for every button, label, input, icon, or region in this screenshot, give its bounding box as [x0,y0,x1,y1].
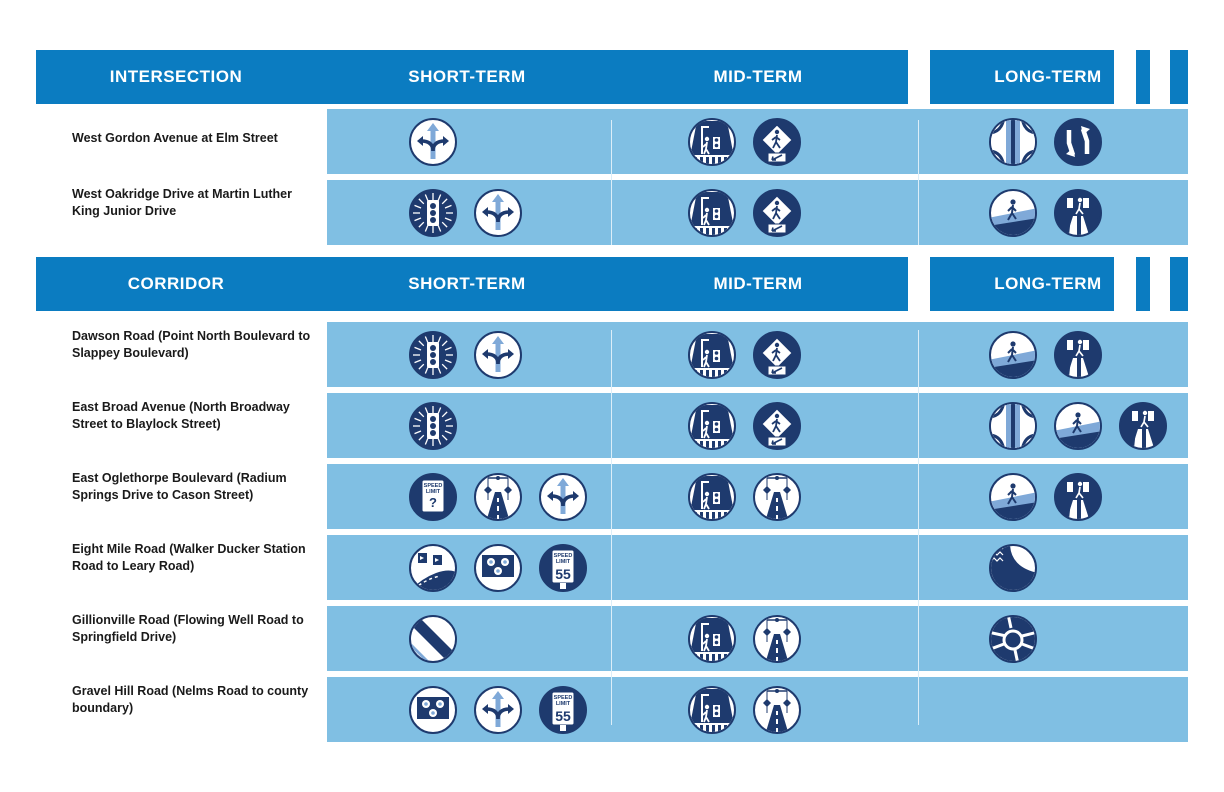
column-divider [918,120,919,245]
sidewalk-pedestrian-icon [1053,401,1103,451]
row-label: East Oglethorpe Boulevard (Radium Springs Drive to Cason Street) [72,471,287,502]
svg-text:LIMIT: LIMIT [555,559,571,565]
median-island-icon [988,401,1038,451]
svg-text:55: 55 [555,708,571,724]
svg-text:?: ? [429,495,437,510]
high-visibility-crosswalk-icon [1118,401,1168,451]
high-visibility-crosswalk-icon [1053,472,1103,522]
pedestrian-signal-icon [687,117,737,167]
sidewalk-pedestrian-icon [988,330,1038,380]
signal-heads-icon [408,685,458,735]
column-divider [611,330,612,725]
header-bar-accent-2 [1170,50,1188,104]
left-right-through-turn-icon [408,117,458,167]
svg-text:SPEED: SPEED [553,553,573,559]
row-label: Gravel Hill Road (Nelms Road to county boundary) [72,684,309,715]
pedestrian-signal-icon [687,614,737,664]
row-label: West Gordon Avenue at Elm Street [72,131,278,145]
pedestrian-signal-icon [687,401,737,451]
pedestrian-crossing-sign-icon [752,117,802,167]
header-long-term: LONG-TERM [994,274,1102,293]
sidewalk-pedestrian-icon [988,188,1038,238]
left-right-through-turn-icon [473,330,523,380]
divided-highway-icon [1053,117,1103,167]
traffic-signal-icon [408,330,458,380]
row-label: Dawson Road (Point North Boulevard to Slappey Boulevard) [72,329,311,360]
header-mid-term: MID-TERM [713,67,803,86]
traffic-signal-icon [408,401,458,451]
speed-limit-55-icon [538,685,588,735]
left-right-through-turn-icon [473,188,523,238]
median-island-icon [988,117,1038,167]
column-divider [918,330,919,725]
header-mid-term: MID-TERM [713,274,803,293]
road-striping-icon [408,614,458,664]
header-intersection-label: INTERSECTION [109,67,243,86]
speed-limit-55-icon [538,543,588,593]
svg-text:LIMIT: LIMIT [555,701,571,707]
sidewalk-pedestrian-icon [988,472,1038,522]
speed-limit-study-icon [408,472,458,522]
header-long-term: LONG-TERM [994,67,1102,86]
signal-heads-icon [473,543,523,593]
svg-text:SPEED: SPEED [423,483,443,489]
traffic-signal-icon [408,188,458,238]
pedestrian-crossing-sign-icon [752,401,802,451]
left-right-through-turn-icon [538,472,588,522]
pedestrian-signal-icon [687,330,737,380]
lane-signage-icon [752,614,802,664]
svg-text:SPEED: SPEED [553,695,573,701]
pedestrian-signal-icon [687,685,737,735]
curve-warning-icon [408,543,458,593]
pedestrian-signal-icon [687,472,737,522]
roundabout-icon [988,614,1038,664]
lane-signage-icon [752,685,802,735]
pedestrian-signal-icon [687,188,737,238]
rumble-strip-shoulder-icon [988,543,1038,593]
lane-signage-icon [752,472,802,522]
svg-text:55: 55 [555,566,571,582]
header-bar-accent-2 [1170,257,1188,311]
high-visibility-crosswalk-icon [1053,330,1103,380]
header-short-term: SHORT-TERM [408,274,526,293]
row-label: Eight Mile Road (Walker Ducker Station Road to Leary Road) [72,542,306,573]
lane-signage-icon [473,472,523,522]
row-label: Gillionville Road (Flowing Well Road to Springfield Drive) [72,613,304,644]
svg-text:LIMIT: LIMIT [425,489,441,495]
pedestrian-crossing-sign-icon [752,188,802,238]
row-label: East Broad Avenue (North Broadway Street to Blaylock Street) [72,400,290,431]
header-corridor-label: CORRIDOR [127,274,225,293]
column-divider [611,120,612,245]
left-right-through-turn-icon [473,685,523,735]
row-label: West Oakridge Drive at Martin Luther King Junior Drive [72,187,292,218]
header-short-term: SHORT-TERM [408,67,526,86]
pedestrian-crossing-sign-icon [752,330,802,380]
high-visibility-crosswalk-icon [1053,188,1103,238]
